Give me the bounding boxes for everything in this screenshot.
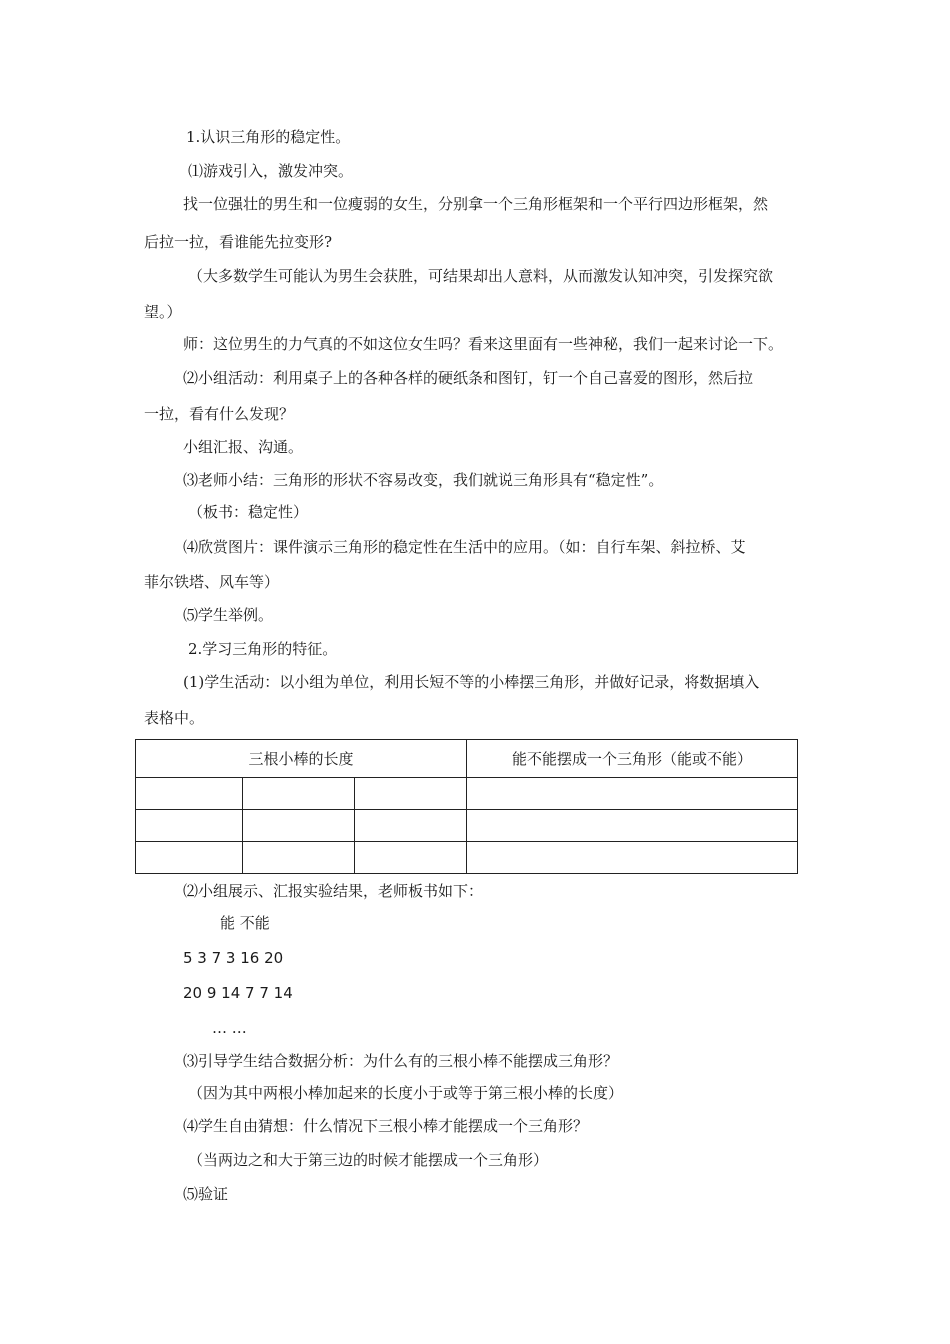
table-cell (243, 810, 355, 842)
paragraph-1-line-1: 找一位强壮的男生和一位瘦弱的女生，分别拿一个三角形框架和一个平行四边形框架，然 (183, 195, 769, 213)
paragraph-2-line-2: 望。） (144, 303, 182, 321)
table-cell (355, 778, 467, 810)
board-header: 能 不能 (220, 914, 270, 932)
table-cell (243, 842, 355, 874)
table-cell (136, 810, 243, 842)
step-1-4-line-1: ⑷欣赏图片：课件演示三角形的稳定性在生活中的应用。（如：自行车架、斜拉桥、艾 (183, 538, 746, 556)
table-cell (467, 778, 798, 810)
step-1-4-line-2: 菲尔铁塔、风车等） (144, 573, 280, 591)
step-1-2-line-2: 一拉，看有什么发现？ (144, 405, 295, 423)
board-row-2: 20 9 14 7 7 14 (183, 984, 293, 1002)
board-ellipsis: … … (212, 1019, 247, 1037)
step-1-1: ⑴游戏引入，激发冲突。 (188, 162, 354, 180)
paragraph-5: （板书：稳定性） (188, 503, 309, 521)
paragraph-4: 小组汇报、沟通。 (183, 438, 304, 456)
table-cell (243, 778, 355, 810)
table-cell (136, 778, 243, 810)
paragraph-6: （因为其中两根小棒加起来的长度小于或等于第三根小棒的长度） (188, 1084, 624, 1102)
section-2-heading: 2.学习三角形的特征。 (188, 640, 338, 658)
section-1-heading: 1.认识三角形的稳定性。 (186, 128, 351, 146)
step-1-3: ⑶老师小结：三角形的形状不容易改变，我们就说三角形具有“稳定性”。 (183, 471, 664, 489)
table-cell (136, 842, 243, 874)
step-2-4: ⑷学生自由猜想：什么情况下三根小棒才能摆成一个三角形？ (183, 1117, 589, 1135)
step-2-1-line-1: (1)学生活动：以小组为单位，利用长短不等的小棒摆三角形，并做好记录，将数据填入 (183, 673, 760, 691)
paragraph-7: （当两边之和大于第三边的时候才能摆成一个三角形） (188, 1151, 549, 1169)
table-cell (355, 810, 467, 842)
paragraph-1-line-2: 后拉一拉，看谁能先拉变形? (144, 233, 333, 251)
table-header-result: 能不能摆成一个三角形（能或不能） (467, 740, 798, 778)
table-row (136, 810, 798, 842)
board-row-1: 5 3 7 3 16 20 (183, 949, 284, 967)
step-1-2-line-1: ⑵小组活动：利用桌子上的各种各样的硬纸条和图钉，钉一个自己喜爱的图形，然后拉 (183, 369, 754, 387)
table-cell (467, 842, 798, 874)
table-header-lengths: 三根小棒的长度 (136, 740, 467, 778)
step-1-5: ⑸学生举例。 (183, 606, 274, 624)
paragraph-3: 师：这位男生的力气真的不如这位女生吗？看来这里面有一些神秘，我们一起来讨论一下。 (183, 335, 784, 353)
step-2-5: ⑸验证 (183, 1185, 229, 1203)
record-table (135, 739, 798, 874)
paragraph-2-line-1: （大多数学生可能认为男生会获胜，可结果却出人意料，从而激发认知冲突，引发探究欲 (188, 267, 774, 285)
table-cell (467, 810, 798, 842)
table-row (136, 842, 798, 874)
step-2-3: ⑶引导学生结合数据分析：为什么有的三根小棒不能摆成三角形？ (183, 1052, 619, 1070)
step-2-2: ⑵小组展示、汇报实验结果，老师板书如下： (183, 882, 484, 900)
table-cell (355, 842, 467, 874)
step-2-1-line-2: 表格中。 (144, 709, 205, 727)
table-row (136, 778, 798, 810)
